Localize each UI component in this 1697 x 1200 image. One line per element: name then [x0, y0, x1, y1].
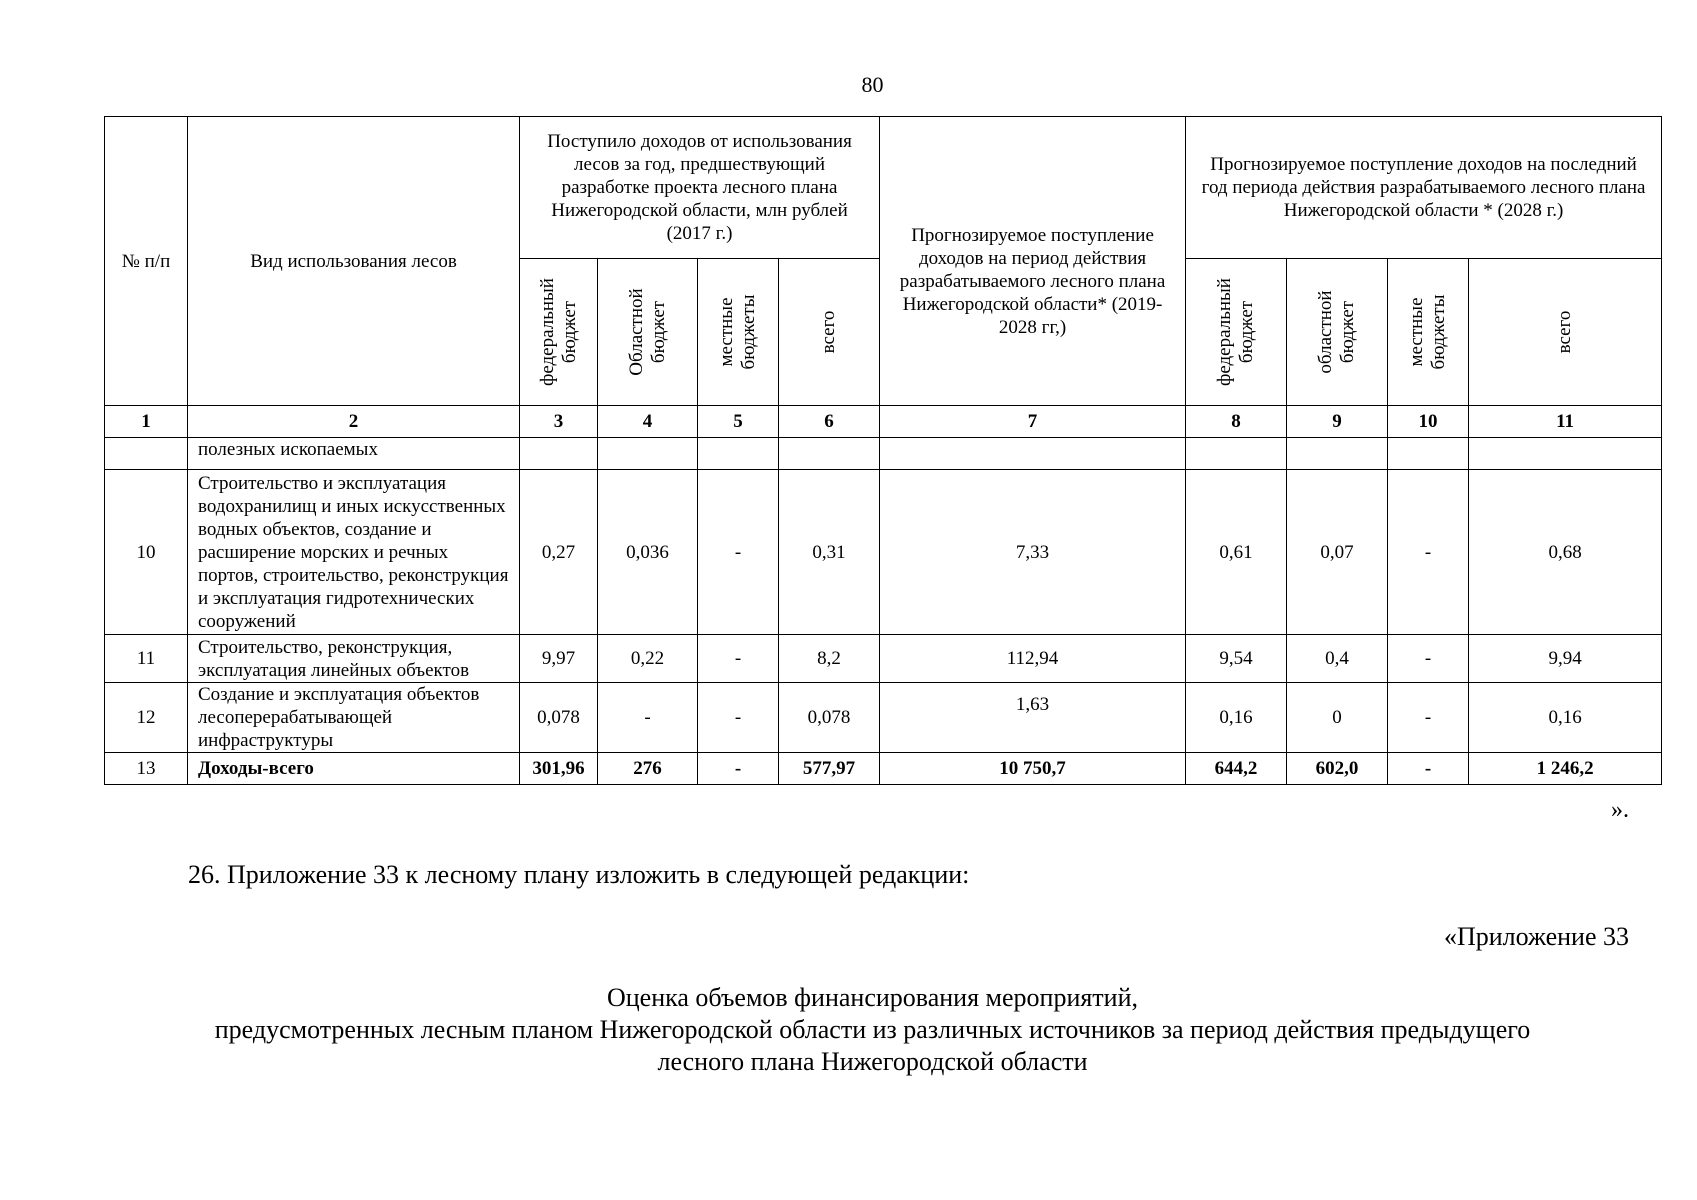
row-value — [1469, 438, 1662, 470]
table-row-total — [105, 753, 1662, 785]
row-value — [698, 438, 779, 470]
header-received-regional-text: Областной бюджет — [625, 288, 669, 376]
header-usage-type-text: Вид использования лесов — [250, 250, 457, 272]
row-value — [880, 438, 1186, 470]
row-value — [1186, 438, 1287, 470]
header-received-local — [698, 259, 779, 406]
column-number: 1 — [105, 406, 188, 438]
appendix-title-line: предусмотренных лесным планом Нижегородской области из различных источников за период действия предыдущего — [214, 1015, 1531, 1044]
page-number: 80 — [861, 72, 884, 97]
row-value: 0,31 — [779, 470, 880, 635]
row-usage-type: полезных ископаемых — [188, 438, 520, 470]
header-last-year-local-text: местные бюджеты — [1406, 294, 1450, 370]
column-numbers-row — [105, 406, 1662, 438]
row-num: 10 — [105, 470, 188, 635]
column-number: 11 — [1469, 406, 1662, 438]
row-value: 0,07 — [1287, 470, 1388, 635]
header-last-year-total — [1469, 259, 1662, 406]
column-number: 2 — [188, 406, 520, 438]
header-last-year-group — [1186, 117, 1662, 259]
amendment-paragraph: 26. Приложение 33 к лесному плану изложить в следующей редакции: — [188, 860, 970, 889]
row-value: 276 — [598, 753, 698, 785]
column-number: 6 — [779, 406, 880, 438]
header-received-total — [779, 259, 880, 406]
row-usage-type: Создание и эксплуатация объектов лесоперерабатывающей инфраструктуры — [188, 683, 520, 753]
row-num: 13 — [105, 753, 188, 785]
row-value: 644,2 — [1186, 753, 1287, 785]
header-last-year-regional-text: областной бюджет — [1315, 290, 1359, 374]
header-last-year-regional — [1287, 259, 1388, 406]
row-value: - — [1388, 683, 1469, 753]
header-last-year-federal-text: федеральный бюджет — [1214, 278, 1258, 386]
header-last-year-federal — [1186, 259, 1287, 406]
row-value: 301,96 — [520, 753, 598, 785]
row-usage-type: Строительство, реконструкция, эксплуатация линейных объектов — [188, 635, 520, 683]
header-received-federal — [520, 259, 598, 406]
row-value: 0,16 — [1186, 683, 1287, 753]
row-value — [1287, 438, 1388, 470]
header-row-1 — [105, 117, 1662, 259]
row-value: 0 — [1287, 683, 1388, 753]
row-value: 10 750,7 — [880, 753, 1186, 785]
row-num: 11 — [105, 635, 188, 683]
header-received-total-text: всего — [818, 310, 840, 354]
row-value: 0,4 — [1287, 635, 1388, 683]
row-value: 8,2 — [779, 635, 880, 683]
column-number: 8 — [1186, 406, 1287, 438]
row-value: 602,0 — [1287, 753, 1388, 785]
row-value: - — [1388, 753, 1469, 785]
row-usage-type: Строительство и эксплуатация водохранилищ и иных искусственных водных объектов, создание и расширение морских и речных портов, строительство, реконструкция и эксплуатация гидротехнических сооружений — [188, 470, 520, 635]
header-received-local-text: местные бюджеты — [716, 294, 759, 370]
row-value: - — [1388, 470, 1469, 635]
row-value: 112,94 — [880, 635, 1186, 683]
column-number: 5 — [698, 406, 779, 438]
header-received-regional — [598, 259, 698, 406]
header-last-year-total-text: всего — [1554, 310, 1576, 354]
header-usage-type — [188, 117, 520, 406]
row-num: 12 — [105, 683, 188, 753]
appendix-title — [120, 982, 1625, 1078]
appendix-title-line: Оценка объемов финансирования мероприятий, — [606, 983, 1139, 1012]
header-last-year-group-text: Прогнозируемое поступление доходов на последний год периода действия разрабатываемого лесного плана Нижегородской области * (2028 г.) — [1201, 154, 1646, 221]
row-value: 7,33 — [880, 470, 1186, 635]
row-value: 0,61 — [1186, 470, 1287, 635]
row-value: - — [698, 753, 779, 785]
header-received-group — [520, 117, 880, 259]
header-received-group-text: Поступило доходов от использования лесов за год, предшествующий разработке проекта лесного плана Нижегородской области, млн рублей (2017 г.) — [547, 131, 852, 244]
column-number: 10 — [1388, 406, 1469, 438]
row-value: 9,97 — [520, 635, 598, 683]
row-value: 9,94 — [1469, 635, 1662, 683]
row-value: - — [698, 470, 779, 635]
appendix-title-line: лесного плана Нижегородской области — [657, 1047, 1088, 1076]
table-row — [105, 470, 1662, 635]
closing-quote: ». — [1611, 797, 1629, 823]
row-value: 0,16 — [1469, 683, 1662, 753]
header-num: № п/п — [105, 117, 188, 406]
row-value: 1 246,2 — [1469, 753, 1662, 785]
row-usage-type: Доходы-всего — [188, 753, 520, 785]
row-value — [598, 438, 698, 470]
column-number: 4 — [598, 406, 698, 438]
header-last-year-local — [1388, 259, 1469, 406]
row-value: 577,97 — [779, 753, 880, 785]
column-number: 7 — [880, 406, 1186, 438]
header-forecast-period-text: Прогнозируемое поступление доходов на период действия разрабатываемого лесного плана Нижегородской области* (2019-2028 гг,) — [899, 224, 1166, 338]
table-row — [105, 683, 1662, 753]
header-forecast-period — [880, 117, 1186, 406]
appendix-label: «Приложение 33 — [1443, 922, 1629, 951]
row-value: - — [698, 683, 779, 753]
row-value: - — [1388, 635, 1469, 683]
row-value: 9,54 — [1186, 635, 1287, 683]
row-value — [779, 438, 880, 470]
row-value: 1,63 — [880, 683, 1186, 753]
column-number: 9 — [1287, 406, 1388, 438]
revenue-table — [104, 116, 1662, 785]
row-value: 0,036 — [598, 470, 698, 635]
table-row — [105, 635, 1662, 683]
row-value: 0,078 — [779, 683, 880, 753]
row-value: 0,078 — [520, 683, 598, 753]
row-value: 0,27 — [520, 470, 598, 635]
table-row — [105, 438, 1662, 470]
row-value: 0,68 — [1469, 470, 1662, 635]
header-received-federal-text: федеральный бюджет — [536, 278, 580, 386]
row-value: - — [698, 635, 779, 683]
row-value — [520, 438, 598, 470]
column-number: 3 — [520, 406, 598, 438]
row-value — [1388, 438, 1469, 470]
row-value: - — [598, 683, 698, 753]
row-num — [105, 438, 188, 470]
row-value: 0,22 — [598, 635, 698, 683]
